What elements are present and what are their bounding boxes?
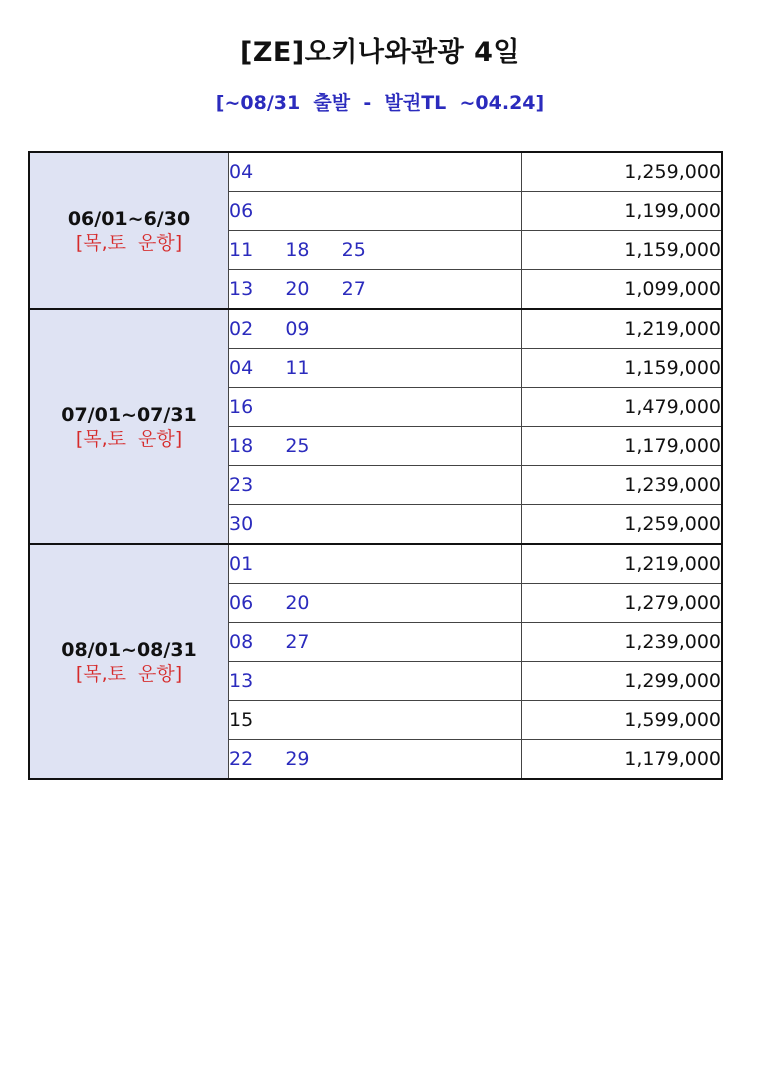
- price: 1,159,000: [522, 231, 723, 270]
- price: 1,299,000: [522, 662, 723, 701]
- page-title: [ZE]오키나와관광 4일: [240, 37, 520, 68]
- price: 1,239,000: [522, 466, 723, 505]
- departure-days: 04 11: [229, 349, 522, 388]
- table-row: [29, 544, 722, 584]
- period-cell: [29, 544, 229, 779]
- price: 1,259,000: [522, 152, 723, 192]
- departure-days: 22 29: [229, 740, 522, 780]
- departure-days: 06 20: [229, 584, 522, 623]
- price: 1,179,000: [522, 427, 723, 466]
- period-group-june: [29, 152, 722, 309]
- period-note: [목,토 운항]: [75, 427, 183, 450]
- period-date: 07/01~07/31: [61, 403, 197, 426]
- departure-days: 18 25: [229, 427, 522, 466]
- price: 1,259,000: [522, 505, 723, 545]
- period-note: [목,토 운항]: [75, 231, 183, 254]
- price: 1,479,000: [522, 388, 723, 427]
- period-group-july: [29, 309, 722, 544]
- price: 1,199,000: [522, 192, 723, 231]
- period-cell: [29, 309, 229, 544]
- period-cell: [29, 152, 229, 309]
- price: 1,219,000: [522, 544, 723, 584]
- price: 1,599,000: [522, 701, 723, 740]
- price: 1,099,000: [522, 270, 723, 310]
- departure-days: 13: [229, 662, 522, 701]
- page-subtitle: [~08/31 출발 - 발권TL ~04.24]: [215, 92, 545, 114]
- departure-days: 01: [229, 544, 522, 584]
- table-row: [29, 309, 722, 349]
- departure-days: 30: [229, 505, 522, 545]
- departure-days: 08 27: [229, 623, 522, 662]
- departure-days: 13 20 27: [229, 270, 522, 310]
- fare-table: [28, 151, 723, 780]
- departure-days: 15: [229, 701, 522, 740]
- price: 1,219,000: [522, 309, 723, 349]
- period-date: 08/01~08/31: [61, 638, 197, 661]
- departure-days: 04: [229, 152, 522, 192]
- price: 1,179,000: [522, 740, 723, 780]
- departure-days: 02 09: [229, 309, 522, 349]
- departure-days: 16: [229, 388, 522, 427]
- period-date: 06/01~6/30: [67, 207, 191, 230]
- price: 1,159,000: [522, 349, 723, 388]
- table-row: [29, 152, 722, 192]
- price: 1,279,000: [522, 584, 723, 623]
- period-group-august: [29, 544, 722, 779]
- departure-days: 23: [229, 466, 522, 505]
- period-note: [목,토 운항]: [75, 662, 183, 685]
- price: 1,239,000: [522, 623, 723, 662]
- departure-days: 06: [229, 192, 522, 231]
- departure-days: 11 18 25: [229, 231, 522, 270]
